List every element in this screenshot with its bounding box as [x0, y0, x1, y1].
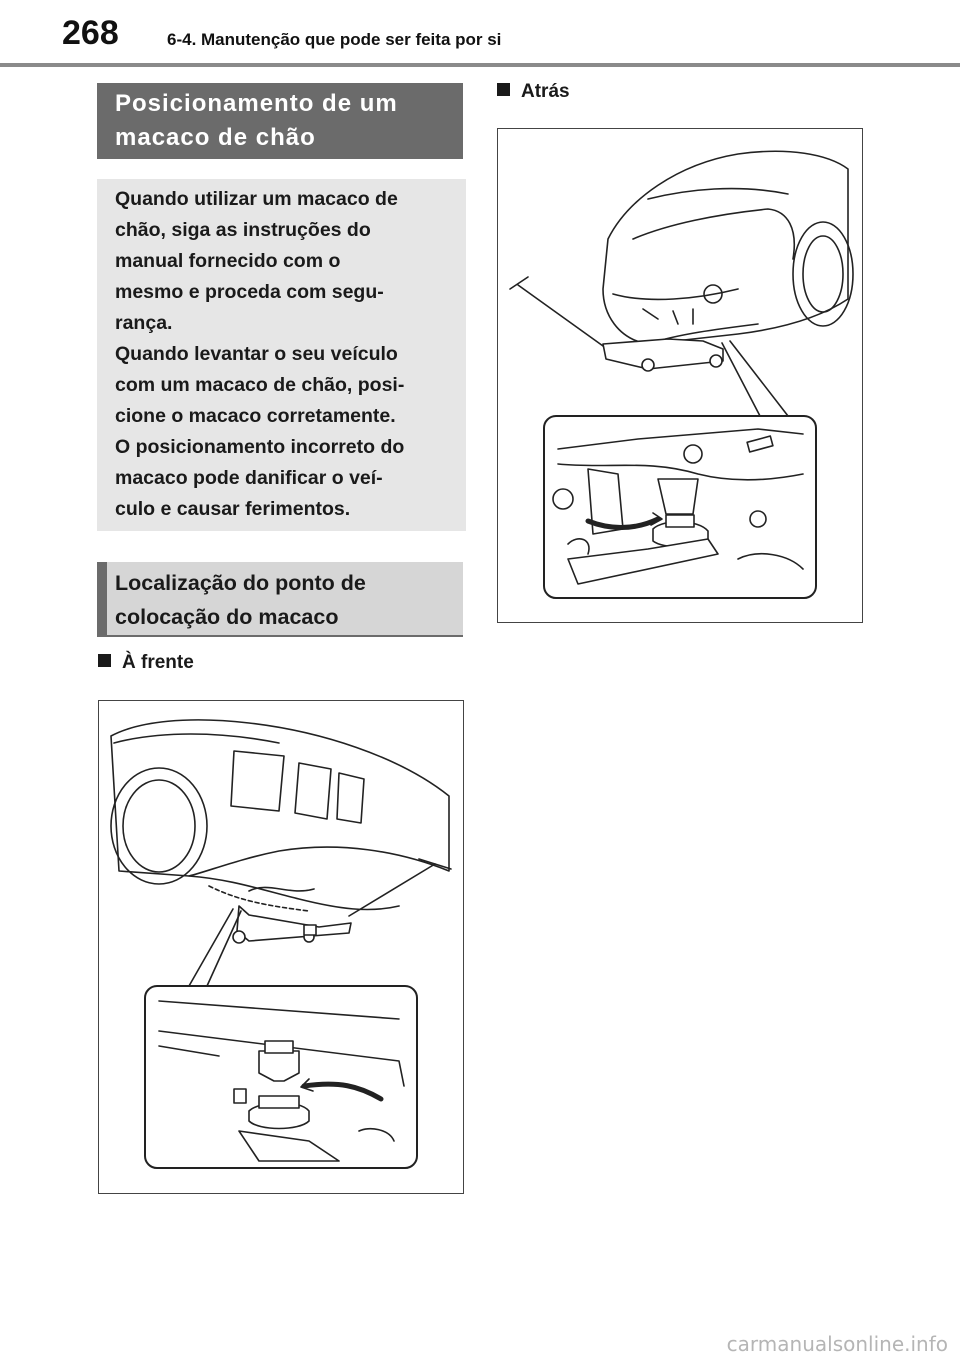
rear-heading: [497, 81, 570, 103]
bullet-square-icon: [98, 654, 111, 667]
floor-jack-title-box: [97, 83, 463, 159]
jack-point-title-box: [97, 562, 463, 637]
bullet-square-icon: [497, 83, 510, 96]
page-header: [0, 0, 960, 70]
watermark-text: carmanualsonline.info: [726, 1332, 948, 1356]
front-jack-illustration: [98, 700, 464, 1194]
front-label: À frente: [122, 652, 194, 673]
floor-jack-instructions: Quando utilizar um macaco de chão, siga as instruções do manual fornecido com o mesmo e proceda com segu- rança. Quando levantar o seu veículo com um macaco de chão, posi- cione o macaco corretamente. O posicionamento incorreto do macaco pode danificar o veí- culo e causar ferimentos.: [115, 188, 405, 520]
callout-lines: [189, 909, 241, 986]
rear-label: Atrás: [521, 81, 570, 102]
car-rear-underbody-drawing: [603, 151, 853, 344]
callout-lines: [722, 341, 788, 416]
header-rule: [0, 63, 960, 67]
car-front-underbody-drawing: [111, 720, 449, 911]
rear-jack-illustration: [497, 128, 863, 623]
floor-jack-drawing: [233, 859, 451, 943]
front-detail-inset: [145, 986, 417, 1168]
section-title: 6-4. Manutenção que pode ser feita por si: [167, 30, 502, 49]
floor-jack-instructions-box: [97, 179, 466, 531]
rear-detail-inset: [544, 416, 816, 598]
floor-jack-title: Posicionamento de um macaco de chão: [115, 90, 398, 151]
jack-point-title: Localização do ponto de colocação do macaco: [115, 571, 366, 629]
front-heading: [98, 652, 194, 674]
page-number: 268: [62, 14, 119, 52]
